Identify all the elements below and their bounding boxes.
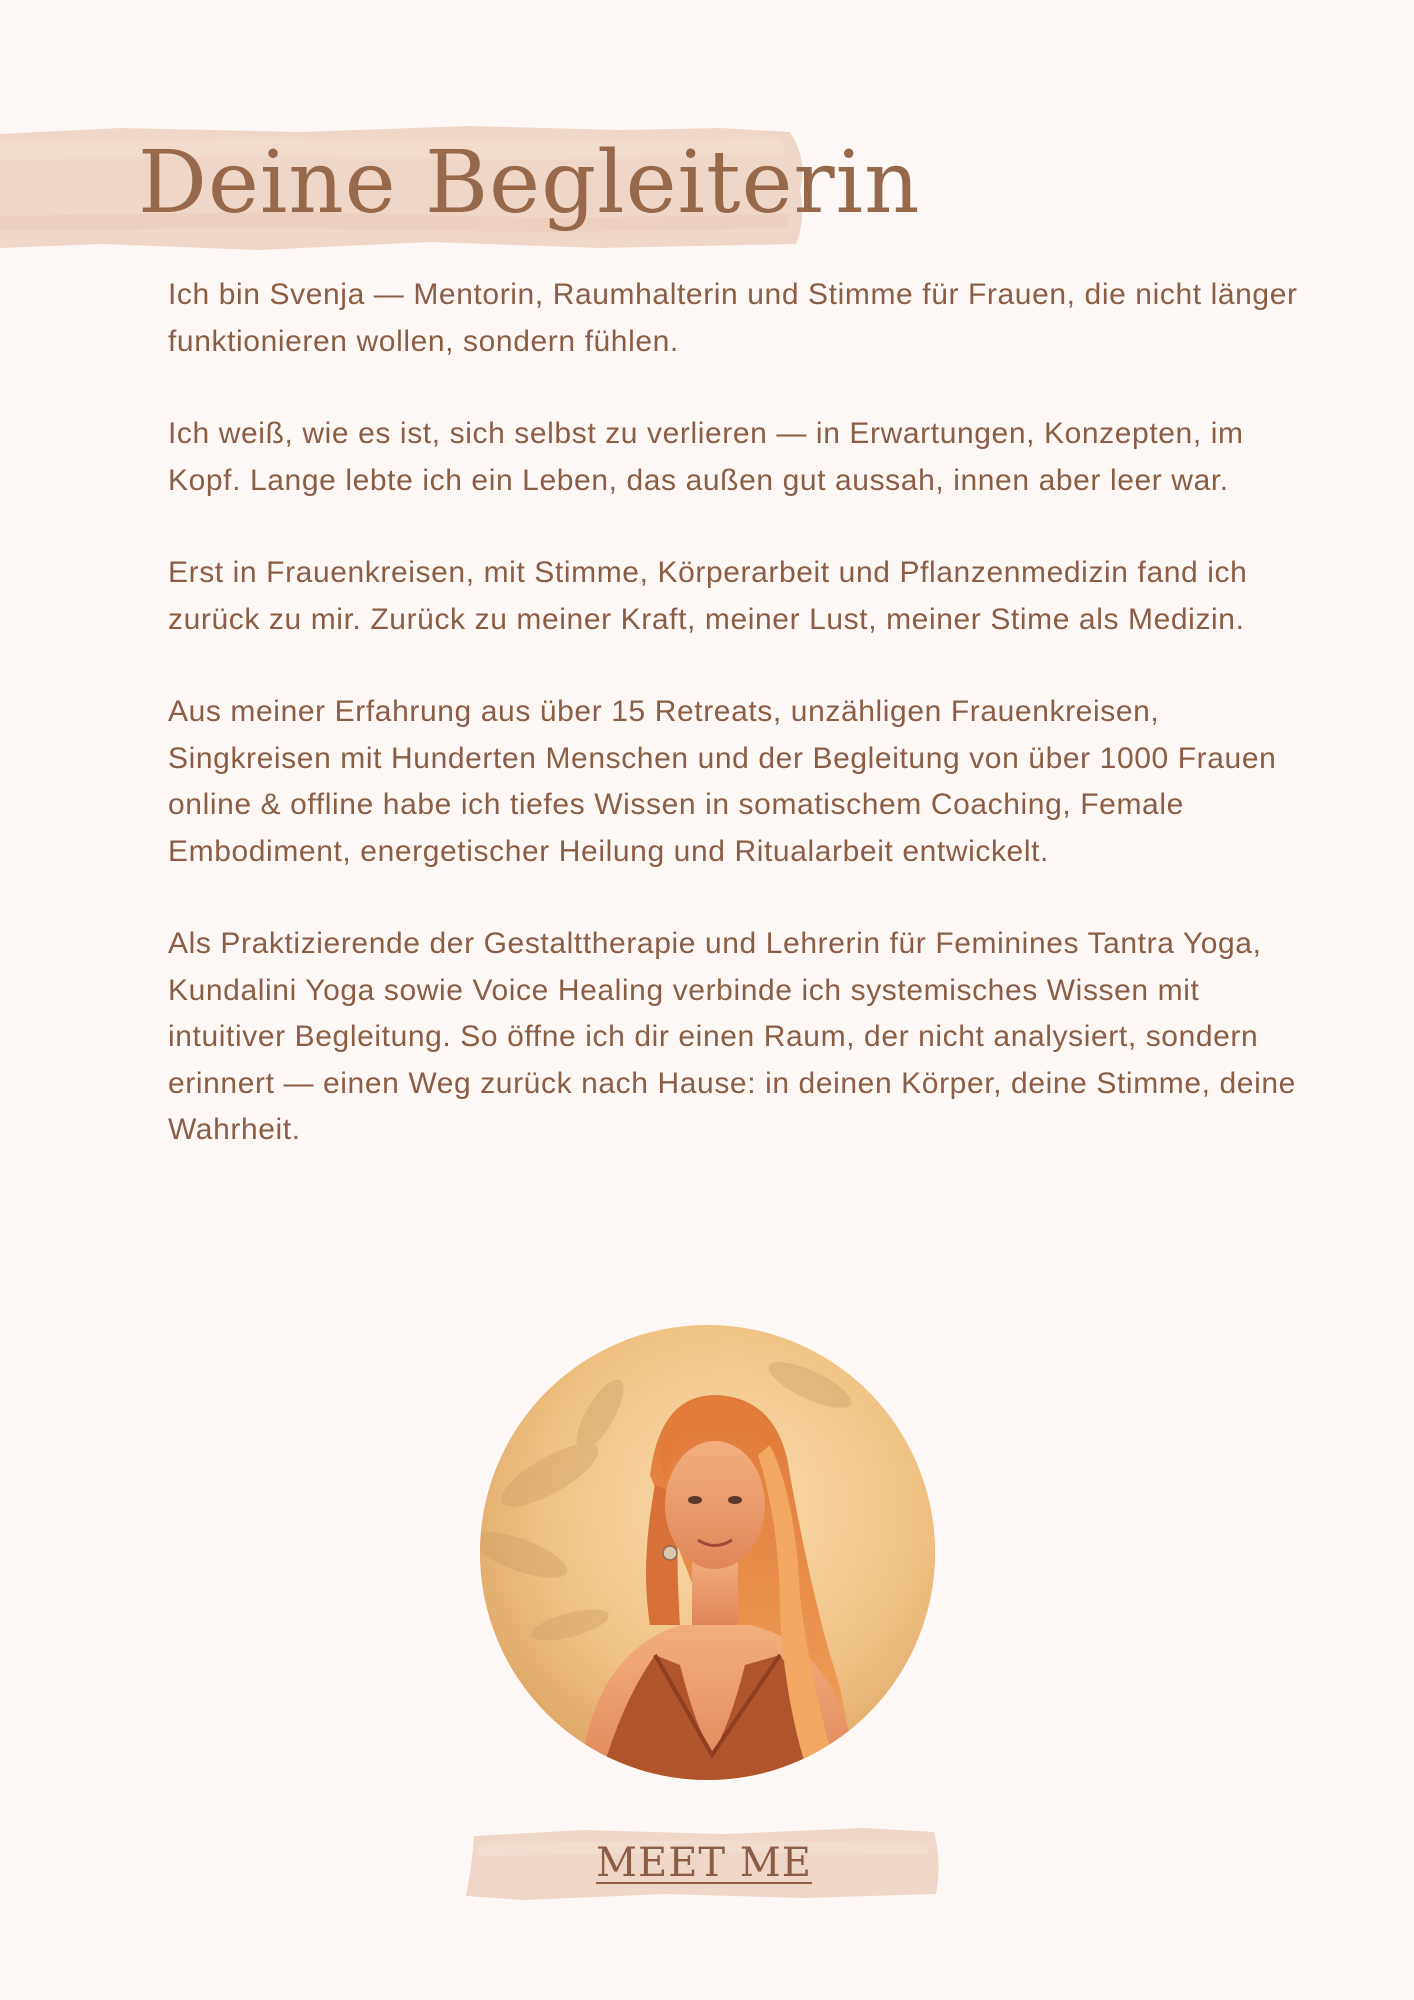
- bio-paragraph-1: Ich bin Svenja — Mentorin, Raumhalterin und Stimme für Frauen, die nicht länger funktionieren wollen, sondern fühlen.: [168, 278, 1298, 358]
- bio-paragraph-3: Erst in Frauenkreisen, mit Stimme, Körperarbeit und Pflanzenmedizin fand ich zurück zu mir. Zurück zu meiner Kraft, meiner Lust, meiner Stime als Medizin.: [168, 556, 1248, 636]
- meet-me-block: [464, 1822, 944, 1904]
- bio-paragraph-4: Aus meiner Erfahrung aus über 15 Retreats, unzähligen Frauenkreisen, Singkreisen mit Hunderten Menschen und der Begleitung von über 1000 Frauen online & offline habe ich tiefes Wissen in somatischem Coaching, Female Embodiment, energetischer Heilung und Ritualarbeit entwickelt.: [168, 695, 1277, 868]
- bio-text: [168, 272, 1298, 1200]
- bio-paragraph-2: Ich weiß, wie es ist, sich selbst zu verlieren — in Erwartungen, Konzepten, im Kopf. Lange lebte ich ein Leben, das außen gut aussah, innen aber leer war.: [168, 417, 1244, 497]
- portrait-illustration: [480, 1325, 935, 1780]
- portrait-photo: [480, 1325, 935, 1780]
- page-title: Deine Begleiterin: [138, 133, 921, 233]
- bio-paragraph-5: Als Praktizierende der Gestalttherapie und Lehrerin für Feminines Tantra Yoga, Kundalini Yoga sowie Voice Healing verbinde ich systemisches Wissen mit intuitiver Begleitung. So öffne ich dir einen Raum, der nicht analysiert, sondern erinnert — einen Weg zurück nach Hause: in deinen Körper, deine Stimme, deine Wahrheit.: [168, 927, 1296, 1146]
- title-block: [0, 120, 921, 260]
- meet-me-button[interactable]: MEET ME: [596, 1840, 812, 1886]
